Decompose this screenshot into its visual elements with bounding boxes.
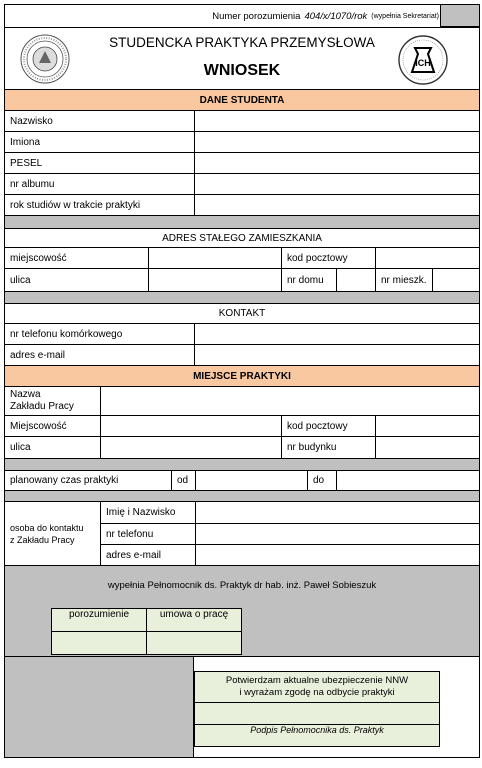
address-row-street [5, 268, 479, 291]
form-title: STUDENCKA PRAKTYKA PRZEMYSŁOWA [109, 35, 375, 50]
agreement-value: 404/x/1070/rok [304, 10, 368, 22]
separator [5, 458, 479, 470]
company-contact-email-input[interactable] [195, 545, 479, 565]
office-area [5, 565, 479, 758]
workplace-city-label: Miejscowość [10, 420, 67, 432]
form-subtitle: WNIOSEK [203, 62, 281, 79]
address-postal-input[interactable] [375, 248, 479, 268]
address-apartment-input[interactable] [432, 269, 479, 291]
period-from-input[interactable] [195, 471, 307, 490]
office-decision-table [51, 608, 242, 655]
first-names-label: Imiona [10, 136, 41, 148]
period-from-label: od [171, 471, 195, 490]
address-street-input[interactable] [148, 269, 281, 291]
address-street-label: ulica [10, 274, 31, 286]
agreement-number-field[interactable] [440, 5, 479, 27]
form-header [5, 27, 479, 89]
agreement-checkbox-cell[interactable] [52, 632, 147, 654]
agreement-column-header: porozumienie [52, 609, 147, 632]
study-year-label: rok studiów w trakcie praktyki [10, 199, 141, 211]
address-postal-label: kod pocztowy [281, 248, 375, 268]
workplace-street-input[interactable] [100, 437, 281, 458]
office-note: wypełnia Pełnomocnik ds. Praktyk dr hab. inż. Paweł Sobieszuk [107, 580, 377, 591]
company-contact-name-row [100, 502, 479, 523]
workplace-postal-input[interactable] [375, 416, 479, 436]
contract-checkbox-cell[interactable] [147, 632, 241, 654]
period-to-label: do [307, 471, 336, 490]
period-row [5, 470, 479, 490]
contact-email-label: adres e-mail [10, 349, 66, 361]
company-contact-phone-label: nr telefonu [106, 528, 154, 540]
confirmation-text [195, 672, 439, 703]
pesel-input[interactable] [194, 153, 479, 173]
workplace-building-input[interactable] [375, 437, 479, 458]
application-form [4, 4, 480, 758]
first-names-input[interactable] [194, 132, 479, 152]
student-field-row [5, 194, 479, 215]
company-contact-name-label: Imię i Nazwisko [106, 507, 176, 518]
pesel-label: PESEL [10, 157, 43, 169]
company-contact-block [5, 501, 479, 565]
address-apartment-label: nr mieszk. [375, 269, 432, 291]
workplace-row-street [5, 436, 479, 458]
signature-field[interactable] [195, 703, 439, 725]
separator [5, 291, 479, 303]
company-contact-email-label: adres e-mail [106, 549, 162, 561]
company-contact-label-line2: z Zakładu Pracy [10, 534, 75, 545]
faculty-logo [397, 34, 449, 86]
company-contact-label [5, 502, 100, 565]
contract-column-header: umowa o pracę [147, 609, 241, 632]
workplace-postal-label: kod pocztowy [281, 416, 375, 436]
student-section-header [5, 89, 479, 110]
address-city-input[interactable] [148, 248, 281, 268]
address-house-input[interactable] [336, 269, 375, 291]
album-number-label: nr albumu [10, 178, 55, 190]
study-year-input[interactable] [194, 195, 479, 215]
workplace-street-label: ulica [10, 442, 31, 453]
company-name-label-line1: Nazwa [10, 389, 41, 400]
separator [5, 215, 479, 228]
contact-row-email [5, 344, 479, 365]
company-contact-name-input[interactable] [195, 502, 479, 523]
separator [5, 490, 479, 501]
surname-label: Nazwisko [10, 115, 53, 127]
contact-phone-label: nr telefonu komórkowego [10, 328, 123, 340]
address-city-label: miejscowość [10, 252, 67, 264]
album-number-input[interactable] [194, 174, 479, 194]
company-contact-phone-row [100, 523, 479, 544]
period-label: planowany czas praktyki [10, 475, 119, 486]
contact-section-header [5, 303, 479, 323]
workplace-building-label: nr budynku [281, 437, 375, 458]
student-field-row [5, 131, 479, 152]
workplace-row-city [5, 415, 479, 436]
surname-input[interactable] [194, 111, 479, 131]
faculty-logo-text: ICH [415, 58, 431, 68]
company-name-label [5, 387, 100, 415]
company-contact-phone-input[interactable] [195, 524, 479, 544]
contact-email-input[interactable] [194, 345, 479, 365]
agreement-label: Numer porozumienia [212, 10, 301, 22]
agreement-number-row [5, 5, 479, 27]
company-contact-label-line1: osoba do kontaktu [10, 522, 84, 533]
confirmation-line1: Potwierdzam aktualne ubezpieczenie NNW [225, 675, 409, 686]
contact-section-title: KONTAKT [218, 308, 266, 319]
workplace-section-title: MIEJSCE PRAKTYKI [193, 370, 291, 382]
signature-label: Podpis Pełnomocnika ds. Praktyk [250, 725, 384, 735]
student-field-row [5, 110, 479, 131]
address-row-city [5, 247, 479, 268]
agreement-note: (wypełnia Sekretariat) [371, 12, 439, 20]
workplace-city-input[interactable] [100, 416, 281, 436]
contact-phone-input[interactable] [194, 324, 479, 344]
company-name-input[interactable] [100, 387, 479, 415]
workplace-row-name [5, 386, 479, 415]
confirmation-box [194, 671, 440, 747]
student-section-title: DANE STUDENTA [199, 94, 285, 106]
contact-row-phone [5, 323, 479, 344]
university-logo [19, 33, 71, 85]
company-name-label-line2: Zakładu Pracy [10, 401, 74, 412]
address-section-title: ADRES STAŁEGO ZAMIESZKANIA [162, 232, 322, 244]
company-contact-email-row [100, 544, 479, 565]
address-section-header [5, 228, 479, 247]
address-house-label: nr domu [281, 269, 336, 291]
agreement-number-text [212, 5, 439, 27]
workplace-section-header [5, 365, 479, 386]
student-field-row [5, 173, 479, 194]
period-to-input[interactable] [336, 471, 479, 490]
student-field-row [5, 152, 479, 173]
confirmation-line2: i wyrażam zgodę na odbycie praktyki [239, 687, 395, 698]
